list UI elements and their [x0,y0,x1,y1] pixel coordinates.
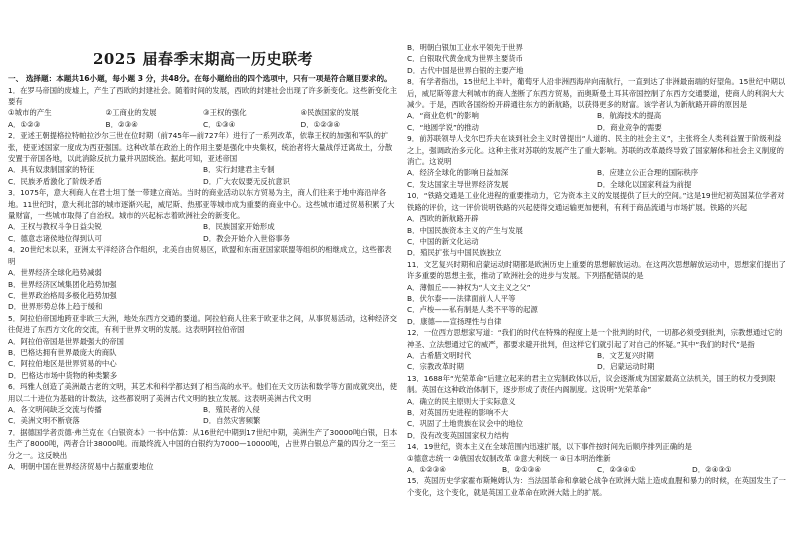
question-9-option[interactable]: D．全球化以国家利益为前提 [597,179,692,189]
question-11-option[interactable]: C．卢梭——私有制是人类不平等的起源 [407,305,538,315]
question-13-option[interactable]: D．没有改变英国国家权力结构 [407,430,509,440]
question-6-option[interactable]: D．自然灾害频繁 [203,416,261,426]
question-11-option[interactable]: B．伏尔泰——法律面前人人平等 [407,293,516,303]
question-5-stem: 5．阿拉伯帝国地跨亚非欧三大洲，地处东西方交通的要道。阿拉伯商人往来于欧亚非之间，从事贸易活动，这种经济交往促进了东西方文化的交流，有利于世界文明的发展。这表明阿拉伯帝国 [8,313,398,335]
question-13-option[interactable]: B．对英国历史进程的影响不大 [407,408,509,417]
question-4-option[interactable]: D．世界形势总体上趋于缓和 [8,302,103,312]
question-6-stem: 6．玛雅人创造了美洲最古老的文明，其艺术和科学都达到了相当高的水平。他们在天文历法和数学等方面成就突出，使用以二十进位为基础的计数法，这些都说明了美洲古代文明的独立发展。这表明美洲古代文明 [8,382,398,403]
question-4-stem: 4．20世纪末以来，亚洲太平洋经济合作组织，北美自由贸易区，欧盟和东南亚国家联盟等组织的相继成立，这些都表明 [8,245,392,266]
question-15-stem: 15．英国历史学家霍布斯鲍姆认为：当法国革命和拿破仑战争在欧洲大陆上造成血腥和暴力的时候，在英国发生了一个变化，这个变化，就是英国工业革命在欧洲大陆上的扩展。 [407,476,786,497]
question-8-option[interactable]: A．“商业危机”的影响 [407,111,479,121]
right-column [407,0,787,560]
question-14-choices [407,464,787,475]
question-6-options [8,404,398,427]
question-11-option[interactable]: D．康德——宣扬理性与自律 [407,316,502,326]
question-12-option[interactable]: D．启蒙运动时期 [597,362,655,372]
question-2-option[interactable]: B．实行封建君主专制 [203,165,275,175]
question-6-option[interactable]: A．各文明间缺乏交流与传播 [8,404,102,414]
question-9-option[interactable]: A．经济全球化的影响日益加深 [407,168,509,178]
question-13-option[interactable]: C．巩固了土地贵族在议会中的地位 [407,419,524,429]
question-10-option[interactable]: A．西欧的新航路开辟 [407,214,479,224]
exam-title: 2025 届春季末期高一历史联考 [93,50,313,68]
question-12-options [407,350,787,373]
question-2-options [8,164,398,187]
question-9-stem: 9．前苏联领导人戈尔巴乔夫在谈到社会主义时曾提出“人道的、民主的社会主义”，主张将全人类利益置于阶级利益之上，强调政治多元化。这种主张对苏联的发展产生了重大影响。苏联的改革最终导致了国家解体和社会主义制度的消亡。这说明 [407,134,784,167]
question-5-option[interactable]: C．阿拉伯地区是世界贸易的中心 [8,359,117,369]
question-14-stem: 14．19世纪，资本主义在全球范围内迅速扩展，以下事件按时间先后顺序排列正确的是 [407,442,692,452]
question-1-item: ①城市的产生 [8,108,52,118]
question-4-option[interactable]: C．世界政治格局多极化趋势加强 [8,290,117,300]
question-12-stem: 12．一位西方思想家写道：“我们的时代在特殊的程度上是一个批判的时代，一切都必须受到批判，宗教想通过它的神圣、立法想通过它的威严，都要求避开批判，但这样它们就引起了对自己的怀疑。”其中“我们的时代”是指 [407,328,783,349]
question-7-option[interactable]: C．白银取代黄金成为世界主要货币 [407,54,524,64]
question-9-option[interactable]: C．发达国家主导世界经济发展 [407,179,509,189]
question-8-option[interactable]: D．商业竞争的需要 [597,122,662,132]
left-column [8,0,398,560]
question-12-option[interactable]: A．古希腊文明时代 [407,350,472,360]
question-8-option[interactable]: B．航海技术的提高 [597,111,662,121]
question-2-option[interactable]: D．广大农奴要无反抗意识 [203,176,290,186]
question-3-option[interactable]: C．德意志诸侯地位得到认可 [8,233,102,243]
question-12-option[interactable]: C．宗教改革时期 [407,362,464,372]
question-10-option[interactable]: B．中国民族资本主义的产生与发展 [407,225,523,235]
question-14-choice[interactable]: B．②①③④ [502,465,541,475]
question-3-option[interactable]: B．民族国家开始形成 [203,222,275,232]
question-5-option[interactable]: B．巴格达拥有世界最庞大的商队 [8,347,117,357]
question-1-choice[interactable]: C．①③④ [203,119,236,129]
question-6-option[interactable]: C．美洲文明不断衰落 [8,416,80,426]
question-8-options [407,110,787,133]
question-1-item: ②工商业的发展 [105,108,157,118]
question-7-option[interactable]: B．明朝白银加工业水平领先于世界 [407,43,523,52]
question-1-choice[interactable]: A．①②③ [8,119,41,129]
question-9-option[interactable]: B．应建立公正合理的国际秩序 [597,168,699,178]
question-10-stem: 10．“铁路交通是工业化进程的重要推动力，它为资本主义的发展提供了巨大的空间。”这是19世纪初英国某位学者对铁路的评价，这一评价说明铁路的兴起使得交通运输更加便利，有利于商品流通与市场扩展。铁路的兴起 [407,191,785,212]
question-7-stem: 7．据德国学者贡德·弗兰克在《白银资本》一书中估算：从16世纪中期到17世纪中期，美洲生产了30000吨白银，日本生产了8000吨，两者合计38000吨。而最终流入中国的白银约为7000—10000吨，占世界白银总产量的四分之一至三分之一。这反映出 [8,427,398,460]
question-1-items [8,107,398,118]
question-10-option[interactable]: C．中国的新文化运动 [407,236,479,246]
section-instructions: 一、 选择题：本题共16小题，每小题 3 分，共48分。在每小题给出的四个选项中，只有一项是符合题目要求的。 [8,74,392,83]
question-13-stem: 13．1688年“光荣革命”后建立起来的君主立宪制政体以后，议会逐渐成为国家最高立法机关，国王的权力受到限制。英国在这种政治体制下，逐步形成了责任内阁制度。这说明“光荣革命” [407,373,776,395]
question-3-options [8,221,398,244]
question-1-item: ③王权的强化 [203,108,247,118]
question-7-option[interactable]: D．古代中国是世界白银的主要产地 [407,65,524,75]
question-4-option[interactable]: A．世界经济全球化趋势减弱 [8,268,102,278]
question-2-option[interactable]: A．具有奴隶制国家的特征 [8,165,95,175]
question-11-option[interactable]: A．薄伽丘——神权为“人文主义之父” [407,282,531,292]
question-8-stem: 8．有学者指出，15世纪上半叶，葡萄牙人沿非洲西海岸向南航行，一直到达了非洲最南端的好望角。15世纪中期以后，威尼斯等意大利城市的商人垄断了东西方贸易，而奥斯曼土耳其帝国控制了东西方交通要道，使商人的利润大大减少。于是，西欧各国纷纷开辟通往东方的新航路，以获得更多的财富。该学者认为新航路开辟的原因是 [407,77,786,110]
question-1-choices [8,119,398,130]
question-1-choice[interactable]: D．①②③④ [300,119,341,129]
question-14-choice[interactable]: D．②④③① [692,465,732,475]
question-7-option[interactable]: A．明朝中国在世界经济贸易中占据重要地位 [8,462,154,471]
question-6-option[interactable]: B．殖民者的入侵 [203,404,260,414]
question-4-option[interactable]: B．世界经济区域集团化趋势加强 [8,279,117,289]
question-13-option[interactable]: A．确立的民主原则大于实际意义 [407,396,516,406]
question-3-option[interactable]: A．王权与教权斗争日益尖锐 [8,222,102,232]
question-1-choice[interactable]: B．②③④ [105,119,138,129]
question-9-options [407,167,787,190]
question-3-option[interactable]: D．教会开始介入世俗事务 [203,233,290,243]
question-2-stem: 2．亚述王朝提格拉特帕拉沙尔三世在位时期（前745年—前727年）进行了一系列改革，依靠王权的加强和军队的扩张，使亚述国家一度成为西亚强国。这种改革在政治上的作用主要是强化中央集权，统治者将大量战俘迁离故土，分散安置于帝国各地，以此消除反抗力量并巩固统治。据此可知，亚述帝国 [8,131,393,164]
question-12-option[interactable]: B．文艺复兴时期 [597,350,654,360]
question-14-choice[interactable]: A．①②③④ [407,465,446,475]
question-10-option[interactable]: D．殖民扩张与中国民族独立 [407,248,502,258]
question-3-stem: 3．1075年，意大利商人在君士坦丁堡一带建立商站。当时的商业活动以东方贸易为主，商人们往来于地中海沿岸各地。11世纪时，意大利北部的城市逐渐兴起，威尼斯、热那亚等城市成为重要的商业中心。这些城市通过贸易积累了大量财富，一些城市取得了自治权。城市的兴起标志着欧洲社会的新变化。 [8,188,395,221]
question-5-option[interactable]: A．阿拉伯帝国是世界最强大的帝国 [8,336,124,346]
question-5-option[interactable]: D．巴格达市场中货物的种类繁多 [8,370,118,380]
question-1-stem: 1．在罗马帝国的废墟上，产生了西欧的封建社会。随着时间的发展，西欧的封建社会出现了许多新变化。这些新变化主要有 [8,85,398,106]
question-11-stem: 11．文艺复兴时期和启蒙运动时期都是欧洲历史上重要的思想解放运动。在这两次思想解放运动中，思想家们提出了许多重要的思想主张，推动了欧洲社会的进步与发展。下列搭配错误的是 [407,259,786,281]
question-1-item: ④民族国家的发展 [300,108,359,118]
question-2-option[interactable]: C．民族矛盾激化了阶级矛盾 [8,176,102,186]
question-7-continued [407,42,787,76]
question-14-items: ①德意志统一 ②俄国农奴制改革 ③意大利统一 ④日本明治维新 [407,453,611,463]
question-8-option[interactable]: C．“地圆学说”的推动 [407,122,479,132]
question-14-choice[interactable]: C．②③④① [597,465,637,475]
